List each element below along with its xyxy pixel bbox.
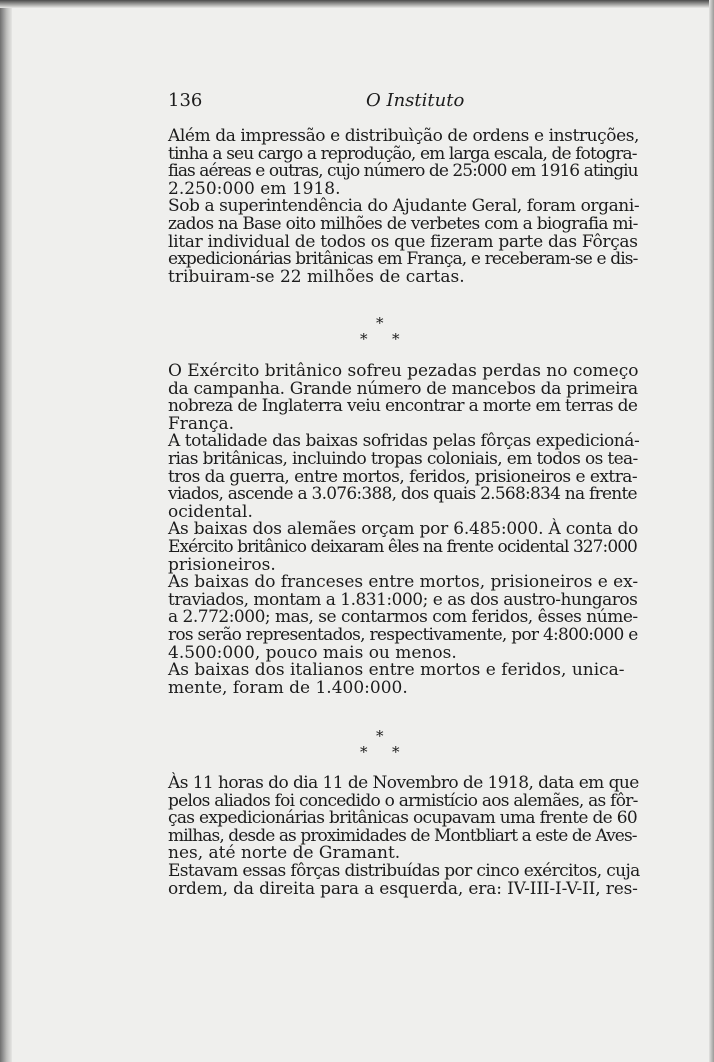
text-line: expedicionárias britânicas em França, e receberam-se e dis- (168, 249, 638, 270)
running-title: O Instituto (366, 90, 465, 111)
asterisk-mark: * (392, 330, 400, 348)
page-edge-top (0, 0, 714, 8)
text-line: 4.500:000, pouco mais ou menos. (168, 642, 457, 663)
text-line: ças expedicionárias britânicas ocupavam uma frente de 60 (168, 808, 637, 829)
text-line: prisioneiros. (168, 554, 276, 575)
text-line: a 2.772:000; mas, se contarmos com feridos, êsses núme- (168, 607, 638, 628)
text-line: O Exército britânico sofreu pezadas perdas no começo (168, 361, 639, 381)
text-line: 2.250:000 em 1918. (168, 178, 341, 199)
text-line: As baixas dos italianos entre mortos e feridos, unica- (168, 660, 625, 681)
text-line: traviados, montam a 1.831:000; e as dos austro-hungaros (168, 589, 638, 610)
text-line: Exército britânico deixaram êles na frente ocidental 327:000 (168, 536, 637, 557)
text-line: rias britânicas, incluindo tropas coloniais, em todos os tea- (168, 448, 638, 469)
text-line: Estavam essas fôrças distribuídas por cinco exércitos, cuja (168, 860, 640, 881)
text-line: tinha a seu cargo a reprodução, em larga escala, de fotogra- (168, 143, 637, 164)
text-line: ros serão representados, respectivamente, por 4:800:000 e (168, 624, 638, 645)
section-separator (340, 314, 420, 354)
text-line: tros da guerra, entre mortos, feridos, prisioneiros e extra- (168, 466, 638, 487)
text-line: ordem, da direita para a esquerda, era: IV-III-I-V-II, res- (168, 878, 638, 899)
section-separator (340, 727, 420, 767)
text-line: da campanha. Grande número de mancebos da primeira (168, 378, 638, 399)
text-line: tribuiram-se 22 milhões de cartas. (168, 266, 465, 287)
text-line: Sob a superintendência do Ajudante Geral, foram organi- (168, 196, 640, 217)
text-line: milhas, desde as proximidades de Montbliart a este de Aves- (168, 825, 637, 846)
page-edge-left (0, 0, 12, 1062)
paragraph-block-casualties (168, 363, 638, 697)
text-line: zados na Base oito milhões de verbetes com a biografia mi- (168, 213, 638, 234)
asterisk-mark: * (360, 330, 368, 348)
page-number: 136 (168, 90, 203, 111)
text-line: Às 11 horas do dia 11 de Novembro de 1918, data em que (168, 773, 639, 793)
page-header (168, 90, 638, 114)
asterisk-mark: * (376, 727, 384, 745)
text-line: fias aéreas e outras, cujo número de 25:000 em 1916 atingiu (168, 161, 638, 182)
paragraph-block-reproduction (168, 128, 638, 286)
page-edge-right (709, 0, 714, 1062)
text-line: Além da impressão e distribuìção de ordens e instruções, (168, 126, 640, 146)
text-line: nes, até norte de Gramant. (168, 843, 401, 864)
text-line: As baixas do franceses entre mortos, prisioneiros e ex- (168, 572, 639, 593)
text-line: A totalidade das baixas sofridas pelas fôrças expedicioná- (168, 431, 640, 452)
text-line: As baixas dos alemães orçam por 6.485:000. À conta do (168, 519, 639, 540)
text-line: França. (168, 413, 235, 434)
asterisk-mark: * (360, 743, 368, 761)
text-line: ocidental. (168, 501, 253, 522)
text-line: litar individual de todos os que fizeram parte das Fôrças (168, 231, 638, 252)
text-line: viados, ascende a 3.076:388, dos quais 2.568:834 na frente (168, 484, 637, 505)
paragraph-block-armistice (168, 775, 638, 898)
text-line: nobreza de Inglaterra veiu encontrar a morte em terras de (168, 396, 638, 417)
text-line: pelos aliados foi concedido o armistício aos alemães, as fôr- (168, 790, 638, 811)
text-line: mente, foram de 1.400:000. (168, 677, 408, 698)
asterisk-mark: * (376, 314, 384, 332)
asterisk-mark: * (392, 743, 400, 761)
